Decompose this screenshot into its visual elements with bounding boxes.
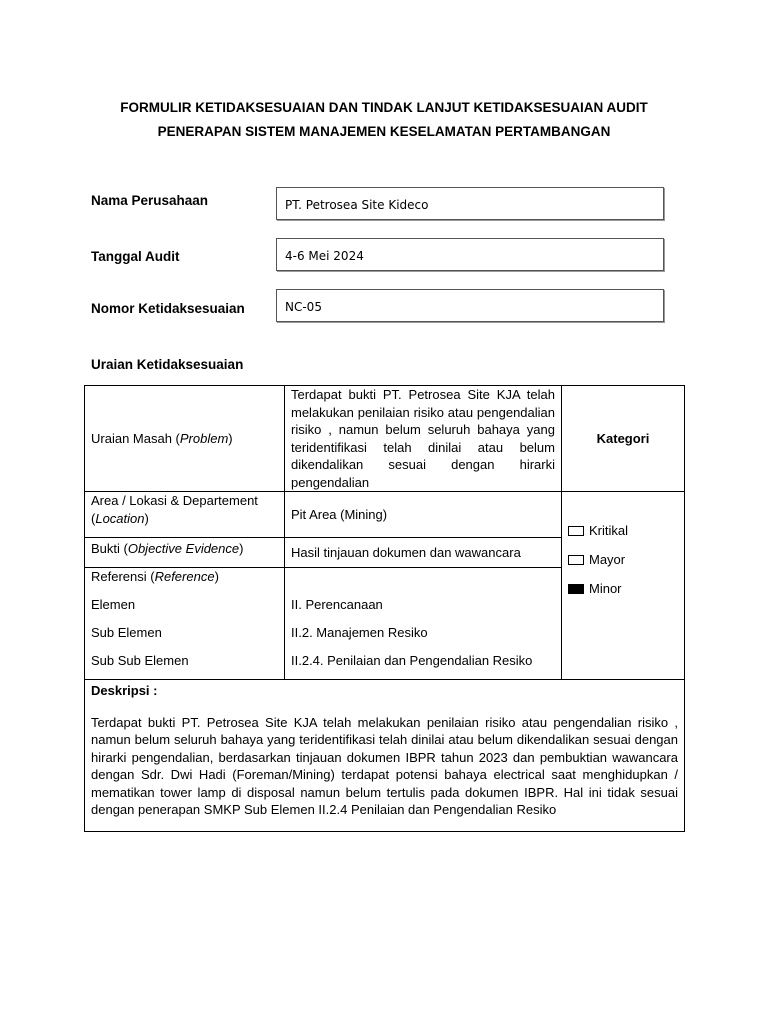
audit-date-label: Tanggal Audit bbox=[91, 249, 180, 264]
nonconformity-number-label: Nomor Ketidaksesuaian bbox=[91, 301, 245, 316]
form-title-line-2: PENERAPAN SISTEM MANAJEMEN KESELAMATAN PERTAMBANGAN bbox=[157, 124, 611, 139]
minor-checkbox[interactable] bbox=[568, 584, 584, 594]
company-name-field[interactable]: PT. Petrosea Site Kideco bbox=[276, 187, 664, 220]
evidence-label-prefix: Bukti ( bbox=[91, 541, 128, 556]
elemen-value: II. Perencanaan bbox=[291, 597, 383, 612]
description-cell bbox=[85, 680, 685, 832]
nonconformity-number-field[interactable]: NC-05 bbox=[276, 289, 664, 322]
kritikal-label: Kritikal bbox=[589, 522, 629, 538]
nonconformity-table bbox=[84, 385, 685, 832]
section-title: Uraian Ketidaksesuaian bbox=[91, 357, 244, 372]
reference-labels bbox=[85, 568, 285, 680]
location-label-italic: Location bbox=[95, 510, 145, 526]
form-title-line-1: FORMULIR KETIDAKSESUAIAN DAN TINDAK LANJUT KETIDAKSESUAIAN AUDIT bbox=[120, 100, 648, 115]
problem-label bbox=[85, 386, 285, 492]
audit-date-field[interactable]: 4-6 Mei 2024 bbox=[276, 238, 664, 271]
reference-label-italic: Reference bbox=[154, 569, 215, 584]
company-name-label: Nama Perusahaan bbox=[91, 193, 209, 208]
location-label-suffix: ) bbox=[144, 510, 149, 526]
category-options bbox=[562, 492, 685, 680]
sub-elemen-label: Sub Elemen bbox=[91, 625, 162, 640]
sub-sub-elemen-label: Sub Sub Elemen bbox=[91, 653, 189, 668]
kritikal-checkbox[interactable] bbox=[568, 526, 584, 536]
reference-label-suffix: ) bbox=[214, 569, 219, 584]
description-text: Terdapat bukti PT. Petrosea Site KJA telah melakukan penilaian risiko atau pengendalian risiko , namun belum seluruh bahaya yang teridentifikasi telah dinilai atau belum dikendalikan sesuai dengan hirarki pengendalian, berdasarkan tinjauan dokumen IBPR tahun 2023 dan pembuktian wawancara dengan Sdr. Dwi Hadi (Foreman/Mining) terdapat potensi bahaya electrical saat menghidupkan / mematikan tower lamp di disposal namun belum tertulis pada dokumen IBPR. Hal ini tidak sesuai dengan penerapan SMKP Sub Elemen II.2.4 Penilaian dan Pengendalian Resiko bbox=[91, 714, 678, 817]
elemen-label: Elemen bbox=[91, 597, 136, 612]
minor-label: Minor bbox=[589, 580, 622, 596]
mayor-checkbox[interactable] bbox=[568, 555, 584, 565]
description-label: Deskripsi : bbox=[91, 683, 158, 698]
location-label bbox=[85, 492, 285, 538]
reference-label bbox=[91, 569, 278, 585]
category-kritikal[interactable] bbox=[568, 516, 678, 545]
sub-elemen-value: II.2. Manajemen Resiko bbox=[291, 625, 428, 640]
problem-value: Terdapat bukti PT. Petrosea Site KJA telah melakukan penilaian risiko atau pengendalian risiko , namun belum seluruh bahaya yang teridentifikasi telah dinilai atau belum dikendalikan sesuai dengan hirarki pengendalian bbox=[285, 386, 562, 492]
reference-spacer bbox=[291, 569, 555, 585]
problem-label-italic: Problem bbox=[179, 430, 229, 446]
category-mayor[interactable] bbox=[568, 545, 678, 574]
evidence-label-italic: Objective Evidence bbox=[127, 541, 240, 556]
mayor-label: Mayor bbox=[589, 551, 626, 567]
problem-label-suffix: ) bbox=[228, 430, 233, 446]
location-label-prefix: Area / Lokasi & Departement ( bbox=[91, 493, 258, 526]
reference-label-prefix: Referensi ( bbox=[91, 569, 155, 584]
kategori-header: Kategori bbox=[562, 386, 685, 492]
evidence-label bbox=[85, 538, 285, 568]
sub-sub-elemen-value: II.2.4. Penilaian dan Pengendalian Resiko bbox=[291, 653, 533, 668]
problem-label-prefix: Uraian Masah ( bbox=[91, 430, 180, 446]
evidence-value: Hasil tinjauan dokumen dan wawancara bbox=[285, 538, 562, 568]
evidence-label-suffix: ) bbox=[239, 541, 244, 556]
location-value: Pit Area (Mining) bbox=[285, 492, 562, 538]
reference-values bbox=[285, 568, 562, 680]
category-minor[interactable] bbox=[568, 574, 678, 603]
